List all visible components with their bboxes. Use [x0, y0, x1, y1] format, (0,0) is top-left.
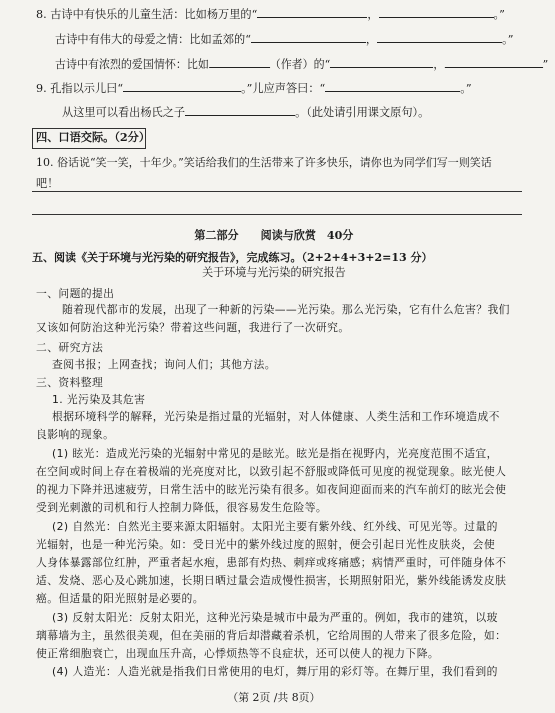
- report-item-3b: 璃幕墙为主，虽然很美观，但在美丽的背后却潜藏着杀机，它给周围的人带来了很多危险，如：: [36, 629, 507, 642]
- report-para-2: 查阅书报；上网查找；询问人们；其他方法。: [52, 358, 276, 371]
- answer-blank[interactable]: [444, 56, 542, 68]
- answer-blank[interactable]: [377, 31, 502, 43]
- answer-blank[interactable]: [330, 56, 433, 68]
- report-item-4a: (4) 人造光：人造光就是指我们日常使用的电灯，舞厅用的彩灯等。在舞厅里，我们看到的: [52, 665, 498, 678]
- q8-line1-prefix: 8. 古诗中有快乐的儿童生活：比如杨万里的“: [36, 8, 258, 21]
- report-para-3b: 良影响的现象。: [36, 428, 115, 441]
- q9-line-1: [36, 80, 472, 96]
- q8-line3-prefix: 古诗中有浓烈的爱国情怀：比如: [55, 58, 209, 71]
- answer-blank[interactable]: [325, 80, 460, 92]
- report-item-1d: 受到光刺激的司机和行人控制力降低，很容易发生危险等。: [36, 501, 328, 514]
- report-heading-3: 三、资料整理: [36, 376, 104, 389]
- report-para-1a: 随着现代都市的发展，出现了一种新的污染——光污染。那么光污染，它有什么危害？我们: [62, 303, 510, 316]
- answer-blank[interactable]: [379, 6, 494, 18]
- close-period: 。”: [460, 82, 472, 95]
- q9-line-2: [62, 104, 429, 120]
- report-item-3c: 使正常细胞衰亡，出现血压升高，心悸烦热等不良症状，还可以使人的视力下降。: [36, 647, 440, 660]
- q8-line-3: [55, 56, 548, 72]
- comma: ，: [367, 8, 379, 21]
- section-5-title: 五、阅读《关于环境与光污染的研究报告》，完成练习。（2+2+4+3+2=13 分）: [32, 251, 433, 264]
- q9-line1-prefix: 9. 孔指以示儿曰“: [36, 82, 124, 95]
- page-footer: （第 2页 /共 8页）: [227, 691, 321, 704]
- report-heading-2: 二、研究方法: [36, 341, 104, 354]
- part-2-title: 第二部分 阅读与欣赏 40分: [194, 228, 354, 242]
- report-subheading-1: 1. 光污染及其危害: [52, 393, 146, 406]
- report-item-2c: 人身体暴露部位红肿，严重者起水疱，患部有灼热、刺痒或疼痛感；病情严重时，可伴随身体不: [36, 556, 507, 569]
- q8-line2-prefix: 古诗中有伟大的母爱之情：比如孟郊的“: [55, 33, 251, 46]
- writing-line[interactable]: [32, 214, 522, 215]
- q10-line-1: 10. 俗话说“笑一笑，十年少。”笑话给我们的生活带来了许多快乐，请你也为同学们写一则笑话: [36, 156, 492, 169]
- q9-line2-suffix: 。（此处请引用课文原句）。: [295, 106, 430, 119]
- q9-line1-mid: 。”儿应声答曰：“: [241, 82, 326, 95]
- q8-line-2: [55, 31, 513, 47]
- q8-line3-mid: （作者）的“: [269, 58, 331, 71]
- author-blank[interactable]: [209, 56, 270, 68]
- report-para-1b: 又该如何防治这种光污染？带着这些问题，我进行了一次研究。: [36, 321, 350, 334]
- report-item-3a: (3) 反射太阳光：反射太阳光，这种光污染是城市中最为严重的。例如，我市的建筑，以玻: [52, 611, 498, 624]
- report-item-1a: (1) 眩光：造成光污染的光辐射中常见的是眩光。眩光是指在视野内，光亮度范围不适宜，: [52, 447, 498, 460]
- report-item-2b: 光辐射，也是一种光污染。如：受日光中的紫外线过度的照射，便会引起日光性皮肤炎，会使: [36, 538, 496, 551]
- comma: ，: [365, 33, 378, 46]
- answer-blank[interactable]: [257, 6, 367, 18]
- report-para-3a: 根据环境科学的解释，光污染是指过量的光辐射，对人体健康、人类生活和工作环境造成不: [52, 410, 500, 423]
- q8-line-1: [36, 6, 505, 22]
- report-item-2d: 适、发烧、恶心及心跳加速，长期日晒过量会造成慢性损害，长期照射阳光，紫外线能诱发皮肤: [36, 574, 507, 587]
- q10-line-2: 吧！: [36, 177, 59, 190]
- report-title: 关于环境与光污染的研究报告: [202, 266, 346, 279]
- report-item-1b: 在空间或时间上存在着极端的光亮度对比，以致引起不舒服或降低可见度的视觉现象。眩光使人: [36, 465, 507, 478]
- close-period: 。”: [502, 33, 514, 46]
- report-item-2a: (2) 自然光：自然光主要来源太阳辐射。太阳光主要有紫外线、红外线、可见光等。过量的: [52, 520, 498, 533]
- section-4-title: 四、口语交际。（2分）: [36, 130, 151, 144]
- report-heading-1: 一、问题的提出: [36, 287, 115, 300]
- answer-blank[interactable]: [123, 80, 241, 92]
- report-item-2e: 癌。但适量的阳光照射是必要的。: [36, 592, 204, 605]
- comma: ，: [433, 58, 445, 71]
- report-item-1c: 的视力下降并迅速疲劳，日常生活中的眩光污染有很多。如夜间迎面而来的汽车前灯的眩光会使: [36, 483, 507, 496]
- answer-blank[interactable]: [251, 31, 366, 43]
- close-period: 。”: [493, 8, 505, 21]
- writing-line[interactable]: [32, 191, 522, 192]
- close-quote: ”: [542, 58, 549, 71]
- q9-line2-prefix: 从这里可以看出杨氏之子: [62, 106, 186, 119]
- answer-blank[interactable]: [185, 104, 295, 116]
